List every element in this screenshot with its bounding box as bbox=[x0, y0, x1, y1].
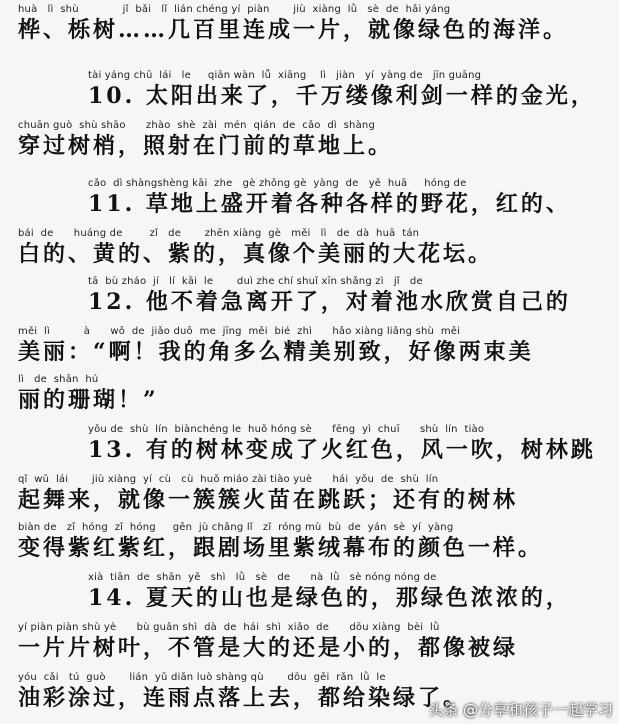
hanzi-row: 美丽：“啊！我的角多么精美别致，好像两束美 bbox=[18, 339, 534, 365]
hanzi-row: 穿过树梢，照射在门前的草地上。 bbox=[18, 133, 394, 159]
hanzi-row: 变得紫红紫红，跟剧场里紫绒幕布的颜色一样。 bbox=[18, 535, 544, 561]
text-line-2 bbox=[88, 70, 603, 110]
text-line-6 bbox=[88, 276, 603, 316]
text-line-12 bbox=[88, 572, 603, 612]
pinyin-row: tā bù zháo jí lí kāi le duì zhe chí shuǐ xīn shǎng zì jǐ de bbox=[88, 276, 423, 287]
text-line-11 bbox=[18, 522, 603, 562]
pinyin-row: yí piàn piàn shù yè bù guǎn shì dà de hái shì xiǎo de dōu xiàng bèi lǜ bbox=[18, 622, 440, 633]
pinyin-row: xià tiān de shān yě shì lǜ sè de nà lǜ sè nóng nóng de bbox=[88, 572, 437, 583]
pinyin-row: cǎo dì shàngshèng kāi zhe gè zhǒng gè yàng de yě huā hóng de bbox=[88, 178, 467, 189]
text-line-7 bbox=[18, 326, 603, 366]
pinyin-row: chuān guò shù shāo zhào shè zài mén qián de cǎo dì shàng bbox=[18, 120, 376, 131]
hanzi-row: 起舞来，就像一簇簇火苗在跳跃；还有的树林 bbox=[18, 487, 519, 513]
hanzi-row: 丽的珊瑚！” bbox=[18, 387, 159, 413]
pinyin-row: yǒu de shù lín biànchéng le huǒ hóng sè fēng yì chuī shù lín tiào bbox=[88, 424, 485, 435]
text-line-4 bbox=[88, 178, 603, 218]
pinyin-row: yóu cǎi tú guò lián yǔ diǎn luò shàng qù dōu gěi rǎn lǜ le bbox=[18, 672, 386, 683]
hanzi-row: 14. 夏天的山也是绿色的，那绿色浓浓的， bbox=[88, 585, 571, 611]
pinyin-row: huà lì shù jǐ bǎi lǐ lián chéng yí piàn jiù xiàng lǜ sè de hǎi yáng bbox=[18, 4, 451, 15]
pinyin-row: měi lì à wǒ de jiǎo duō me jīng měi bié zhì hǎo xiàng liǎng shù měi bbox=[18, 326, 461, 337]
hanzi-row: 12. 他不着急离开了，对着池水欣赏自己的 bbox=[88, 289, 571, 315]
text-line-10 bbox=[18, 474, 603, 514]
text-line-8 bbox=[18, 374, 603, 414]
hanzi-row: 油彩涂过，连雨点落上去，都给染绿了。 bbox=[18, 685, 469, 711]
text-line-1 bbox=[18, 4, 603, 44]
text-line-9 bbox=[88, 424, 603, 464]
hanzi-row: 13. 有的树林变成了火红色，风一吹，树林跳 bbox=[88, 437, 596, 463]
pinyin-row: lì de shān hú bbox=[18, 374, 99, 385]
pinyin-row: qǐ wǔ lái jiù xiàng yí cù cù huǒ miáo zài tiào yuè hái yǒu de shù lín bbox=[18, 474, 439, 485]
pinyin-row: bái de huáng de zǐ de zhēn xiàng gè měi lì de dà huā tán bbox=[18, 228, 420, 239]
pinyin-row: tài yáng chū lái le qiān wàn lǚ xiāng lì jiàn yí yàng de jīn guāng bbox=[88, 70, 482, 81]
hanzi-row: 10. 太阳出来了，千万缕像利剑一样的金光， bbox=[88, 83, 596, 109]
hanzi-row: 桦、栎树……几百里连成一片，就像绿色的海洋。 bbox=[18, 17, 569, 43]
hanzi-row: 白的、黄的、紫的，真像个美丽的大花坛。 bbox=[18, 241, 494, 267]
pinyin-row: biàn de zǐ hóng zǐ hóng gēn jù chǎng lǐ zǐ róng mù bù de yán sè yí yàng bbox=[18, 522, 454, 533]
hanzi-row: 一片片树叶，不管是大的还是小的，都像被绿 bbox=[18, 635, 519, 661]
hanzi-row: 11. 草地上盛开着各种各样的野花，红的、 bbox=[88, 191, 571, 217]
text-line-13 bbox=[18, 622, 603, 662]
text-line-5 bbox=[18, 228, 603, 268]
watermark: 头条 @分享和孩子一起学习 bbox=[428, 701, 613, 719]
text-line-3 bbox=[18, 120, 603, 160]
